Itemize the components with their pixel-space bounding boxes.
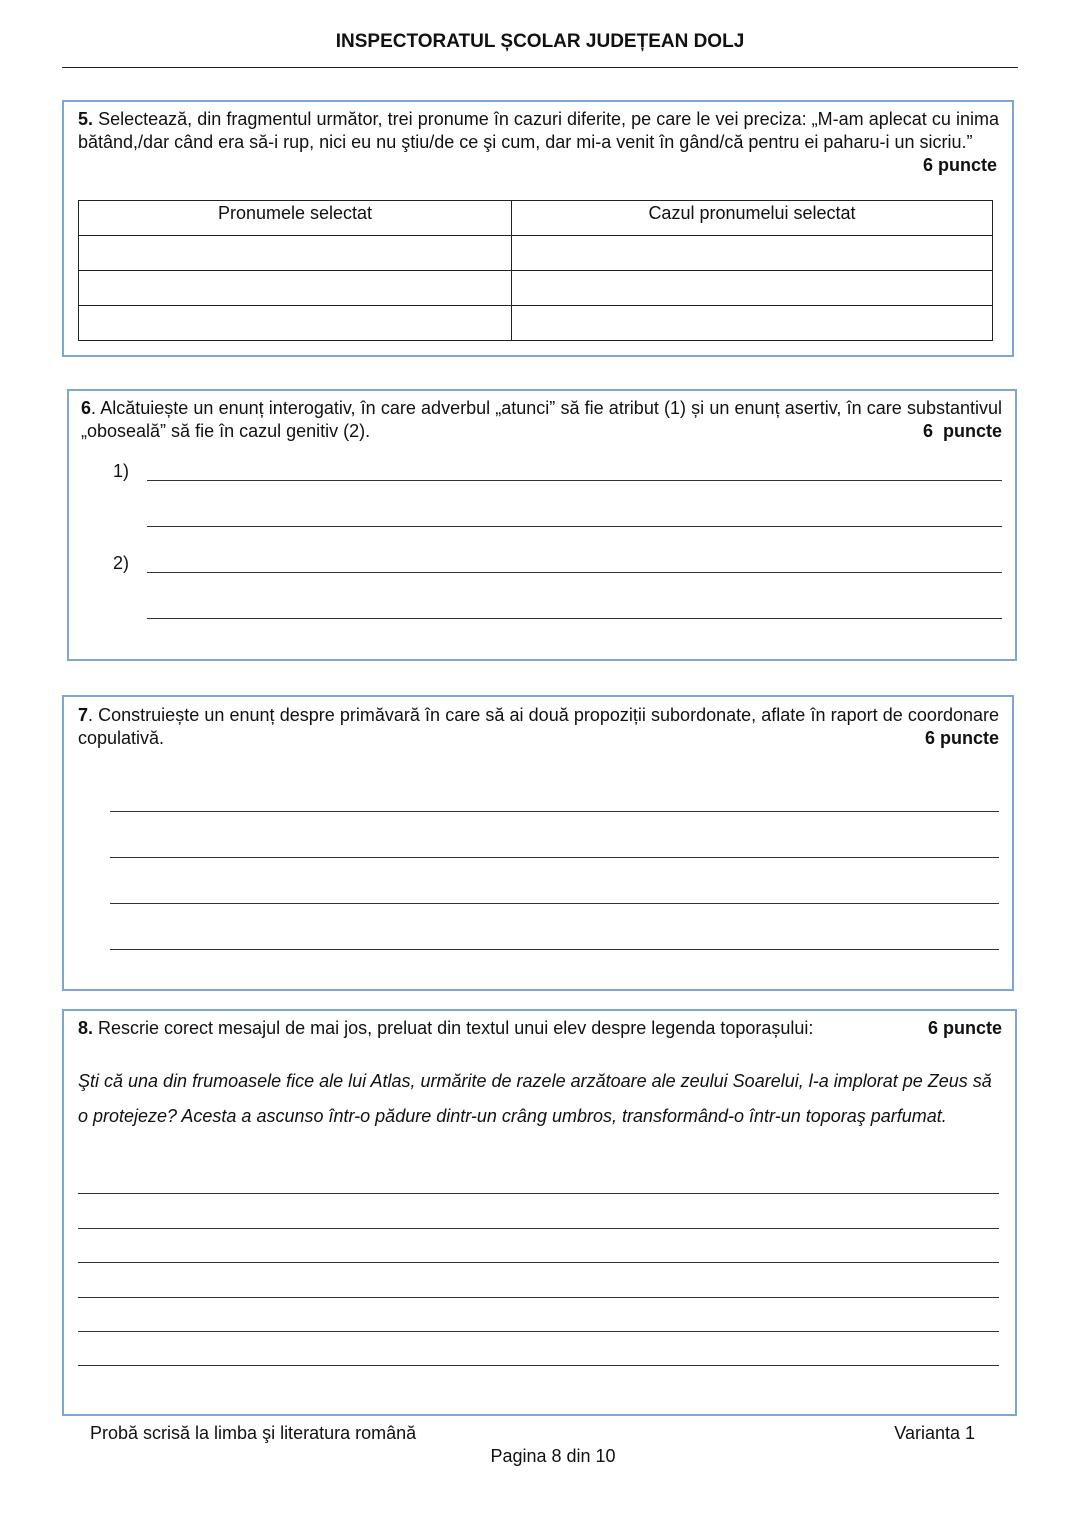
answer-cell[interactable]: [79, 271, 512, 306]
question-number: 8.: [78, 1018, 94, 1038]
student-message-quote: Şti că una din frumoasele fice ale lui Atlas, urmărite de razele arzătoare ale zeului Soarelui, l-a implorat pe Zeus să o protejeze? Acesta a ascunso într-o pădure dintr-un crâng umbros, transformând-o într-un toporaş parfumat.: [78, 1071, 992, 1126]
column-header: Cazul pronumelui selectat: [512, 201, 993, 236]
table-row: [79, 236, 993, 271]
footer-variant: Varianta 1: [894, 1423, 975, 1443]
answer-line[interactable]: [78, 1297, 999, 1298]
question-number: 6: [81, 398, 92, 418]
question-5-points: 6 puncte: [922, 155, 997, 175]
column-header: Pronumele selectat: [79, 201, 512, 236]
question-8-text: [78, 1017, 898, 1040]
question-number: 5.: [78, 109, 94, 129]
question-6-points: 6 puncte: [922, 421, 1002, 441]
page-header-title: INSPECTORATUL ȘCOLAR JUDEȚEAN DOLJ: [335, 31, 745, 52]
answer-cell[interactable]: [79, 236, 512, 271]
question-prompt: Rescrie corect mesajul de mai jos, preluat din textul unui elev despre legenda toporașului:: [93, 1018, 814, 1038]
header-divider: [62, 67, 1018, 68]
answer-line[interactable]: [147, 618, 1002, 619]
answer-line[interactable]: [78, 1331, 999, 1332]
answer-line[interactable]: [147, 480, 1002, 481]
table-header-row: [79, 201, 993, 236]
answer-line[interactable]: [110, 903, 999, 904]
answer-line[interactable]: [110, 811, 999, 812]
table-row: [79, 306, 993, 341]
question-5-text: [78, 108, 999, 154]
answer-cell[interactable]: [512, 271, 993, 306]
question-7-points: 6 puncte: [924, 728, 999, 748]
question-prompt: . Construiește un enunț despre primăvară în care să ai două propoziții subordonate, aflate în raport de coordonare copulativă.: [78, 705, 999, 748]
question-7-text: [78, 704, 999, 750]
table-row: [79, 271, 993, 306]
answer-line[interactable]: [78, 1262, 999, 1263]
answer-line[interactable]: [147, 572, 1002, 573]
answer-line[interactable]: [110, 857, 999, 858]
answer-line[interactable]: [147, 526, 1002, 527]
answer-cell[interactable]: [512, 236, 993, 271]
question-prompt: Selectează, din fragmentul următor, trei pronume în cazuri diferite, pe care le vei preciza: „M-am aplecat cu inima bătând,/dar când era să-i rup, nici eu nu ştiu/de ce şi cum, dar mi-a venit în gând/că pentru ei paharu-i un sicriu.”: [78, 109, 999, 152]
answer-cell[interactable]: [79, 306, 512, 341]
answer-label-1: 1): [113, 461, 130, 481]
footer-exam-title: Probă scrisă la limba şi literatura română: [90, 1423, 417, 1443]
question-8-points: 6 puncte: [927, 1018, 1002, 1038]
footer-page-number: Pagina 8 din 10: [490, 1446, 616, 1466]
answer-line[interactable]: [78, 1228, 999, 1229]
answer-cell[interactable]: [512, 306, 993, 341]
answer-label-2: 2): [113, 553, 130, 573]
pronoun-answer-table: [78, 200, 993, 341]
answer-line[interactable]: [110, 949, 999, 950]
question-6-text: [81, 397, 1002, 443]
answer-line[interactable]: [78, 1193, 999, 1194]
question-number: 7: [78, 705, 89, 725]
answer-line[interactable]: [78, 1365, 999, 1366]
question-prompt: . Alcătuiește un enunț interogativ, în care adverbul „atunci” să fie atribut (1) și un enunț asertiv, în care substantivul „oboseală” să fie în cazul genitiv (2).: [81, 398, 1002, 441]
